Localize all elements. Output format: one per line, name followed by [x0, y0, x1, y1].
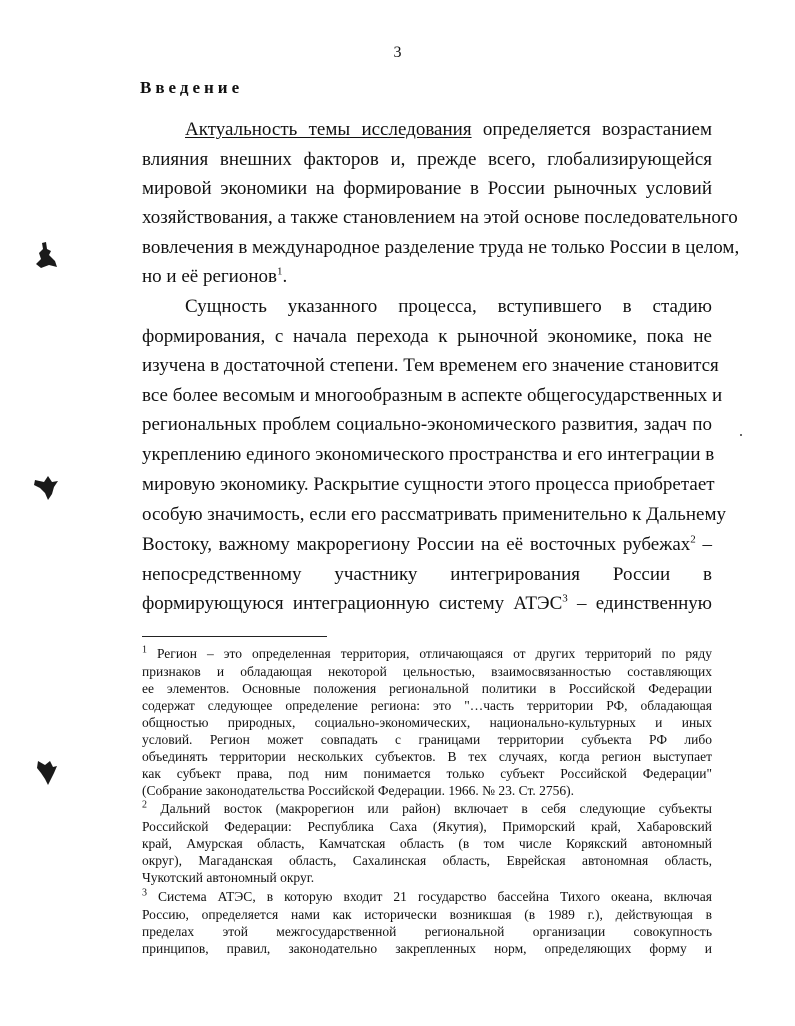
- footnote-line: Россию, определяется нами как исторически возникшая (в 1989 г.), действующая в: [142, 907, 712, 922]
- footnote-line: край, Амурская область, Камчатская область (в том числе Корякский автономный: [142, 836, 712, 851]
- footnote-line: как субъект права, под ним понимается только субъект Российской Федерации": [142, 766, 712, 781]
- scan-speck: [740, 434, 742, 436]
- footnote-line: ее элементов. Основные положения региональной политики в Российской Федерации: [142, 681, 712, 696]
- body-line: мировой экономики на формирование в России рыночных условий: [142, 178, 712, 199]
- section-heading: Введение: [140, 78, 244, 97]
- footnote-mark: 1: [142, 644, 147, 656]
- footnote-line: условий. Регион может совпадать с границами территории субъекта РФ либо: [142, 732, 712, 747]
- body-line: непосредственному участнику интегрирования России в: [142, 564, 712, 585]
- body-line: формирующуюся интеграционную систему АТЭС$^3$ – единственную: [142, 592, 712, 614]
- body-line: Востоку, важному макрорегиону России на её восточных рубежах$^2$ –: [142, 533, 712, 555]
- footnote-mark: 3: [142, 887, 147, 899]
- footnote-line: округ), Магаданская область, Сахалинская область, Еврейская автономная область,: [142, 853, 712, 868]
- body-line: особую значимость, если его рассматривать применительно к Дальнему: [142, 504, 726, 525]
- footnote-line: $^3$ Система АТЭС, в которую входит 21 государство бассейна Тихого океана, включая: [142, 887, 712, 904]
- footnote-ref: 3: [562, 592, 568, 605]
- body-line: влияния внешних факторов и, прежде всего, глобализирующейся: [142, 149, 712, 170]
- footnote-line: Чукотский автономный округ.: [142, 870, 315, 885]
- footnote-ref: 2: [690, 533, 696, 546]
- body-line: укреплению единого экономического пространства и его интеграции в: [142, 444, 715, 465]
- body-line: формирования, с начала перехода к рыночной экономике, пока не: [142, 326, 712, 347]
- body-line: мировую экономику. Раскрытие сущности этого процесса приобретает: [142, 474, 715, 495]
- footnote-ref: 1: [277, 265, 283, 278]
- footnote-separator: [142, 636, 327, 637]
- footnote-line: признаков и обладающая некоторой цельностью, взаимосвязанностью составляющих: [142, 664, 712, 679]
- binder-hole-mark-icon: [32, 240, 60, 270]
- footnote-mark: 2: [142, 799, 147, 811]
- body-line: Актуальность темы исследования определяется возрастанием: [185, 119, 712, 140]
- footnote-line: пределах этой межгосударственной региональной организации совокупность: [142, 924, 712, 939]
- body-line: Сущность указанного процесса, вступившего в стадию: [185, 296, 712, 317]
- body-line: хозяйствования, а также становлением на этой основе последовательного: [142, 207, 738, 228]
- body-line: вовлечения в международное разделение труда не только России в целом,: [142, 237, 740, 258]
- footnote-line: объединять территории нескольких субъектов. В тех случаях, когда регион выступает: [142, 749, 712, 764]
- underlined-phrase: Актуальность темы исследования: [185, 119, 472, 140]
- footnote-line: принципов, правил, законодательно закрепленных норм, определяющих форму и: [142, 941, 712, 956]
- body-line: но и её регионов$^1$.: [142, 265, 288, 287]
- footnote-line: (Собрание законодательства Российской Федерации. 1966. № 23. Ст. 2756).: [142, 783, 574, 798]
- binder-hole-mark-icon: [32, 472, 60, 502]
- body-line: изучена в достаточной степени. Тем временем его значение становится: [142, 355, 719, 376]
- body-line: региональных проблем социально-экономического развития, задач по: [142, 414, 712, 435]
- footnote-line: $^2$ Дальний восток (макрорегион или район) включает в себя следующие субъекты: [142, 799, 712, 816]
- page-number: 3: [393, 44, 402, 61]
- body-line: все более весомым и многообразным в аспекте общегосударственных и: [142, 385, 723, 406]
- footnote-line: Российской Федерации: Республика Саха (Якутия), Приморский край, Хабаровский: [142, 819, 712, 834]
- binder-hole-mark-icon: [32, 758, 60, 788]
- footnote-line: содержат следующее определение региона: это "…часть территории РФ, обладающая: [142, 698, 712, 713]
- footnote-line: общностью природных, социально-экономических, национально-культурных и иных: [142, 715, 712, 730]
- footnote-line: $^1$ Регион – это определенная территория, отличающаяся от других территорий по ряду: [142, 644, 712, 661]
